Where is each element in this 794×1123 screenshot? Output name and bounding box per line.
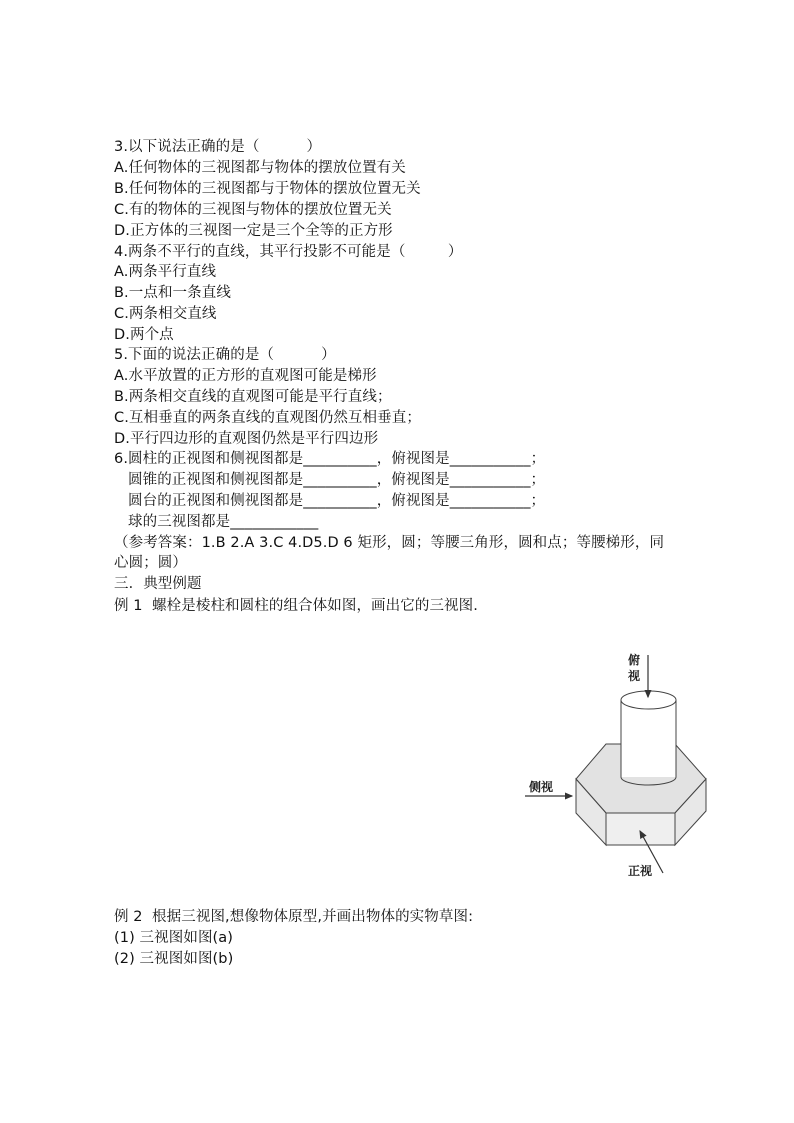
q5-option-a: A.水平放置的正方形的直观图可能是梯形 xyxy=(114,368,377,384)
q5-option-c: C.互相垂直的两条直线的直观图仍然互相垂直； xyxy=(114,410,421,426)
q5-option-d: D.平行四边形的直观图仍然是平行四边形 xyxy=(114,431,379,447)
front-view-label: 正视 xyxy=(628,864,653,878)
q6-line-sphere: 球的三视图都是____________ xyxy=(128,514,319,530)
answer-line-1: （参考答案：1.B 2.A 3.C 4.D5.D 6 矩形，圆；等腰三角形，圆和点；等腰梯形，同 xyxy=(114,535,665,551)
q6-line-cylinder: 6.圆柱的正视图和侧视图都是__________，俯视图是___________； xyxy=(114,451,546,467)
q5-option-b: B.两条相交直线的直观图可能是平行直线； xyxy=(114,389,392,405)
top-view-label: 俯 视 xyxy=(628,653,641,683)
section-heading: 三．典型例题 xyxy=(114,576,202,592)
example1-text: 例 1 螺栓是棱柱和圆柱的组合体如图，画出它的三视图. xyxy=(114,598,478,614)
example2-item-1: (1) 三视图如图(a) xyxy=(114,930,234,946)
q5-stem: 5.下面的说法正确的是（ ） xyxy=(114,347,336,363)
q3-option-d: D.正方体的三视图一定是三个全等的正方形 xyxy=(114,223,393,239)
example2-text: 例 2 根据三视图,想像物体原型,并画出物体的实物草图: xyxy=(114,909,474,925)
cylinder-body xyxy=(621,700,676,777)
q4-stem: 4.两条不平行的直线，其平行投影不可能是（ ） xyxy=(114,244,463,260)
q6-line-cone: 圆锥的正视图和侧视图都是__________，俯视图是___________； xyxy=(128,472,546,488)
prism-front-face xyxy=(606,813,675,845)
answer-line-2: 心圆；圆） xyxy=(114,555,187,571)
q4-option-d: D.两个点 xyxy=(114,327,174,343)
side-view-label: 侧视 xyxy=(529,780,554,794)
q3-stem: 3.以下说法正确的是（ ） xyxy=(114,139,322,155)
q3-option-c: C.有的物体的三视图与物体的摆放位置无关 xyxy=(114,202,392,218)
q6-line-frustum: 圆台的正视图和侧视图都是__________，俯视图是___________； xyxy=(128,493,546,509)
q3-option-a: A.任何物体的三视图都与物体的摆放位置有关 xyxy=(114,160,406,176)
q4-option-c: C.两条相交直线 xyxy=(114,306,217,322)
q4-option-b: B.一点和一条直线 xyxy=(114,285,231,301)
bolt-figure xyxy=(518,645,718,885)
example2-item-2: (2) 三视图如图(b) xyxy=(114,951,234,967)
q3-option-b: B.任何物体的三视图都与于物体的摆放位置无关 xyxy=(114,181,421,197)
q4-option-a: A.两条平行直线 xyxy=(114,264,217,280)
